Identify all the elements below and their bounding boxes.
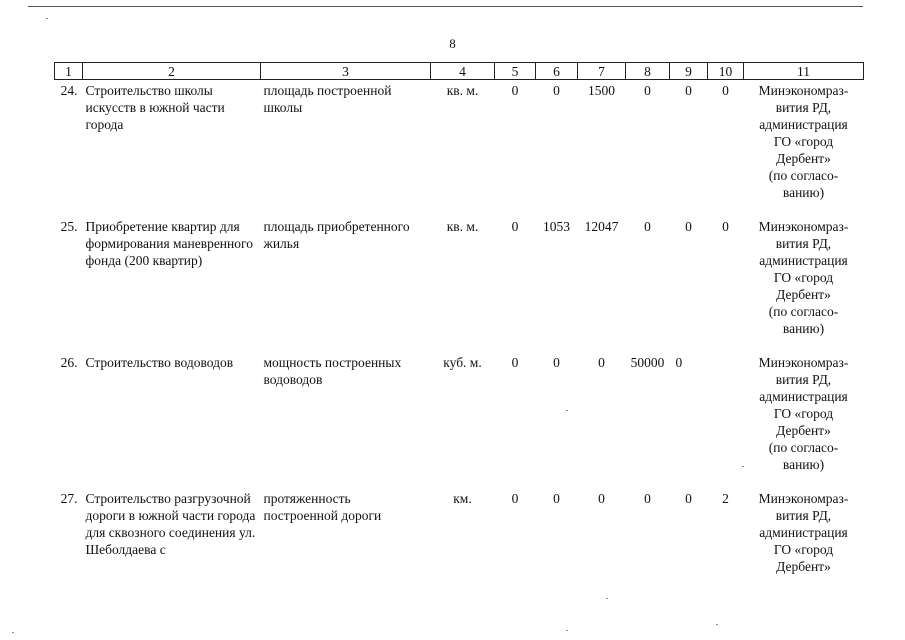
executor bbox=[744, 352, 864, 488]
value-col-10 bbox=[708, 352, 744, 488]
value-col-8: 50000 bbox=[630, 355, 665, 370]
unit: кв. м. bbox=[446, 83, 479, 98]
value-col-7: 1500 bbox=[588, 83, 615, 98]
value-col-5: 0 bbox=[511, 355, 519, 370]
table-row bbox=[55, 488, 864, 624]
executor-line: Дербент» bbox=[776, 151, 831, 166]
unit: км. bbox=[453, 491, 472, 506]
unit: кв. м. bbox=[446, 219, 479, 234]
executor-line: Дербент» bbox=[776, 287, 831, 302]
executor-line: ГО «город bbox=[773, 406, 834, 421]
executor-line: ванию) bbox=[782, 321, 825, 336]
activity-name: Строительство водоводов bbox=[85, 355, 234, 370]
executor-line: Минэкономраз- bbox=[758, 355, 849, 370]
value-col-10: 0 bbox=[722, 219, 729, 234]
scan-speck bbox=[46, 18, 48, 19]
column-header: 3 bbox=[261, 63, 431, 80]
value-col-9: 0 bbox=[675, 355, 683, 370]
row-number: 25. bbox=[60, 219, 78, 234]
value-col-8: 0 bbox=[644, 83, 651, 98]
executor bbox=[744, 80, 864, 217]
value-col-8: 0 bbox=[644, 219, 651, 234]
executor bbox=[744, 488, 864, 624]
value-col-10: 0 bbox=[722, 83, 729, 98]
header-row bbox=[55, 63, 864, 80]
page-number: 8 bbox=[449, 36, 456, 51]
scan-speck bbox=[566, 410, 568, 411]
activity-name: Строительство разгрузочной дороги в южной части города для сквозного соединения ул. Шеболдаева с bbox=[85, 491, 256, 557]
column-header: 8 bbox=[626, 63, 670, 80]
executor-line: вития РД, bbox=[775, 508, 832, 523]
executor bbox=[744, 216, 864, 352]
table-row bbox=[55, 216, 864, 352]
column-header: 7 bbox=[578, 63, 626, 80]
table-row bbox=[55, 352, 864, 488]
column-header: 5 bbox=[495, 63, 536, 80]
executor-line: ГО «город bbox=[773, 134, 834, 149]
value-col-9: 0 bbox=[685, 83, 692, 98]
column-header: 2 bbox=[83, 63, 261, 80]
executor-line: Минэкономраз- bbox=[758, 219, 849, 234]
executor-line: вития РД, bbox=[775, 372, 832, 387]
scan-speck bbox=[742, 466, 744, 467]
unit: куб. м. bbox=[443, 355, 482, 370]
column-header: 4 bbox=[431, 63, 495, 80]
scan-speck bbox=[12, 632, 14, 633]
scan-edge-line bbox=[28, 6, 863, 7]
executor-line: Минэкономраз- bbox=[758, 491, 849, 506]
program-table bbox=[54, 62, 864, 624]
value-col-6: 1053 bbox=[543, 219, 570, 234]
row-number: 26. bbox=[60, 355, 78, 370]
scan-speck bbox=[606, 598, 608, 599]
value-col-7: 0 bbox=[598, 491, 605, 506]
value-col-5: 0 bbox=[511, 491, 519, 506]
column-header: 9 bbox=[670, 63, 708, 80]
value-col-5: 0 bbox=[511, 219, 519, 234]
value-col-6: 0 bbox=[553, 491, 560, 506]
executor-line: вития РД, bbox=[775, 100, 832, 115]
value-col-5: 0 bbox=[511, 83, 519, 98]
executor-line: (по согласо- bbox=[768, 304, 839, 319]
value-col-10: 2 bbox=[722, 491, 729, 506]
executor-line: администрация bbox=[759, 117, 848, 132]
column-header: 1 bbox=[55, 63, 83, 80]
column-header: 6 bbox=[536, 63, 578, 80]
value-col-8: 0 bbox=[644, 491, 651, 506]
executor-line: администрация bbox=[759, 389, 848, 404]
value-col-6: 0 bbox=[553, 83, 560, 98]
executor-line: ванию) bbox=[782, 185, 825, 200]
column-header: 10 bbox=[708, 63, 744, 80]
scan-speck bbox=[566, 630, 568, 631]
scan-speck bbox=[716, 624, 718, 625]
executor-line: вития РД, bbox=[775, 236, 832, 251]
executor-line: ванию) bbox=[782, 457, 825, 472]
indicator-name: площадь построенной школы bbox=[263, 83, 392, 115]
indicator-name: мощность построенных водоводов bbox=[263, 355, 402, 387]
executor-line: Дербент» bbox=[776, 559, 831, 574]
value-col-9: 0 bbox=[685, 491, 692, 506]
executor-line: Дербент» bbox=[776, 423, 831, 438]
executor-line: администрация bbox=[759, 525, 848, 540]
executor-line: (по согласо- bbox=[768, 168, 839, 183]
activity-name: Строительство школы искусств в южной части города bbox=[85, 83, 225, 132]
executor-line: ГО «город bbox=[773, 542, 834, 557]
row-number: 27. bbox=[60, 491, 78, 506]
value-col-7: 0 bbox=[598, 355, 605, 370]
indicator-name: протяженность построенной дороги bbox=[263, 491, 382, 523]
row-number: 24. bbox=[60, 83, 78, 98]
executor-line: ГО «город bbox=[773, 270, 834, 285]
column-header: 11 bbox=[744, 63, 864, 80]
table-row bbox=[55, 80, 864, 217]
executor-line: Минэкономраз- bbox=[758, 83, 849, 98]
executor-line: администрация bbox=[759, 253, 848, 268]
indicator-name: площадь приобретенного жилья bbox=[263, 219, 410, 251]
executor-line: (по согласо- bbox=[768, 440, 839, 455]
activity-name: Приобретение квартир для формирования маневренного фонда (200 квартир) bbox=[85, 219, 253, 268]
value-col-7: 12047 bbox=[584, 219, 619, 234]
value-col-6: 0 bbox=[553, 355, 560, 370]
value-col-9: 0 bbox=[685, 219, 692, 234]
